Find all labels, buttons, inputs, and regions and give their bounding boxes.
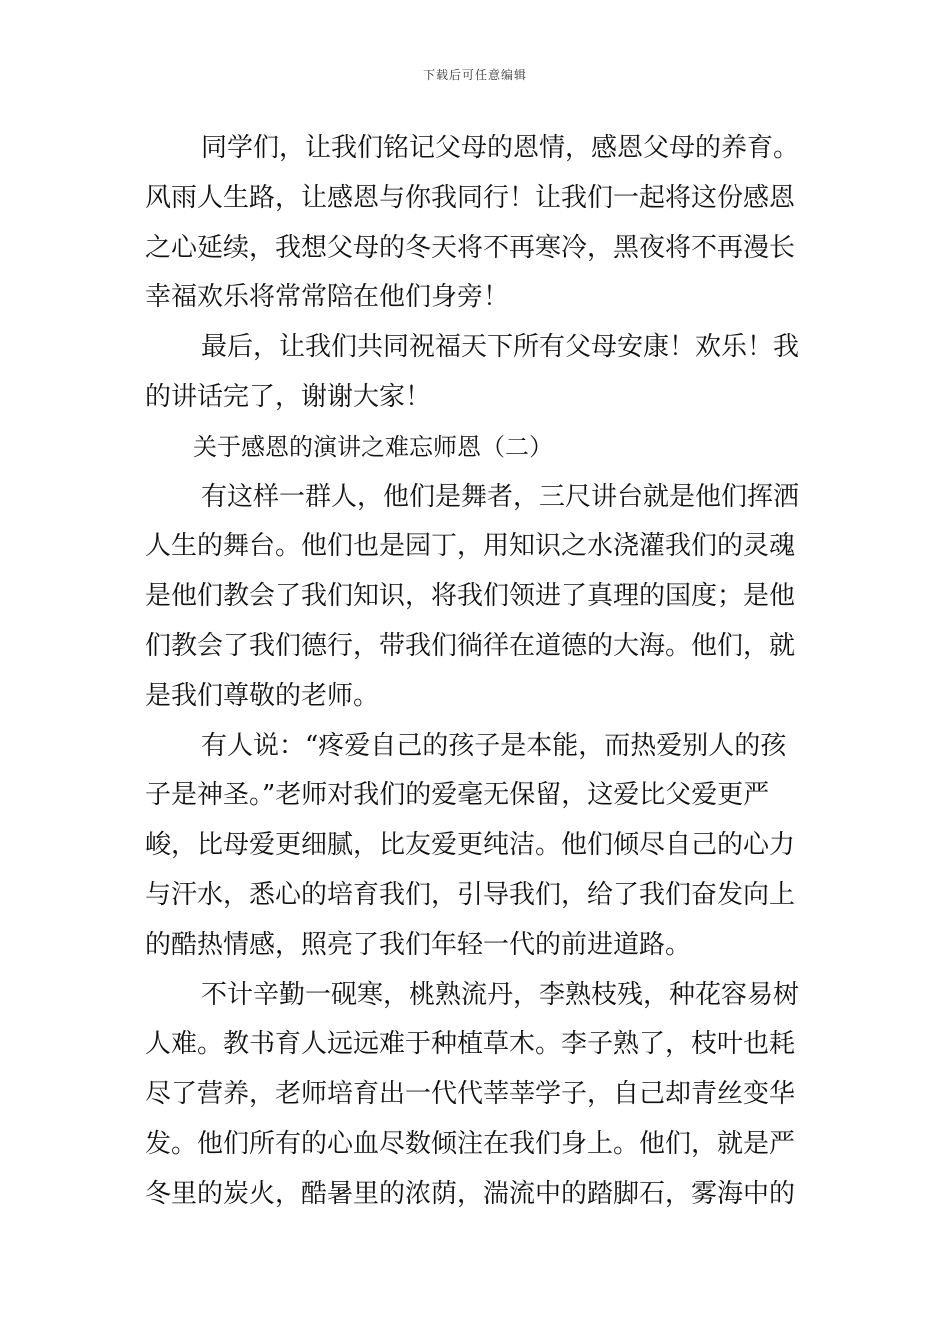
paragraph-line: 有这样一群人，他们是舞者，三尺讲台就是他们挥洒 (201, 481, 800, 512)
paragraph-line: 的酷热情感，照亮了我们年轻一代的前进道路。 (145, 929, 692, 960)
paragraph-line: 最后，让我们共同祝福天下所有父母安康！欢乐！我 (201, 332, 800, 363)
paragraph-line: 是他们教会了我们知识，将我们领进了真理的国度；是他 (145, 581, 796, 612)
paragraph-line: 冬里的炭火，酷暑里的浓荫，湍流中的踏脚石，雾海中的 (145, 1178, 796, 1209)
section-heading: 关于感恩的演讲之难忘师恩（二） (193, 432, 553, 461)
paragraph-line: 风雨人生路，让感恩与你我同行！让我们一起将这份感恩 (145, 182, 796, 213)
paragraph-line: 不计辛勤一砚寒，桃熟流丹，李熟枝残，种花容易树 (201, 979, 800, 1010)
paragraph-line: 们教会了我们德行，带我们徜徉在道德的大海。他们，就 (145, 630, 796, 661)
page-header: 下载后可任意编辑 (422, 68, 527, 82)
paragraph-line: 人难。教书育人远远难于种植草木。李子熟了，枝叶也耗 (145, 1029, 796, 1060)
document-body (145, 124, 810, 1220)
paragraph-line: 人生的舞台。他们也是园丁，用知识之水浇灌我们的灵魂 (145, 531, 796, 562)
paragraph-line: 峻，比母爱更细腻，比友爱更纯洁。他们倾尽自己的心力 (145, 830, 796, 861)
paragraph-line: 有人说：“疼爱自己的孩子是本能，而热爱别人的孩 (201, 730, 787, 761)
paragraph-line: 子是神圣。”老师对我们的爱毫无保留，这爱比父爱更严 (145, 780, 770, 811)
paragraph-line: 同学们，让我们铭记父母的恩情，感恩父母的养育。 (201, 133, 800, 163)
paragraph-line: 是我们尊敬的老师。 (145, 680, 380, 711)
paragraph-line: 之心延续，我想父母的冬天将不再寒冷，黑夜将不再漫长 (145, 232, 796, 263)
paragraph-line: 发。他们所有的心血尽数倾注在我们身上。他们，就是严 (145, 1128, 796, 1159)
paragraph-line: 尽了营养，老师培育出一代代莘莘学子，自己却青丝变华 (145, 1079, 796, 1110)
paragraph-line: 幸福欢乐将常常陪在他们身旁！ (145, 282, 510, 313)
paragraph-line: 的讲话完了，谢谢大家！ (145, 381, 432, 412)
paragraph-line: 与汗水，悉心的培育我们，引导我们，给了我们奋发向上 (145, 879, 796, 910)
